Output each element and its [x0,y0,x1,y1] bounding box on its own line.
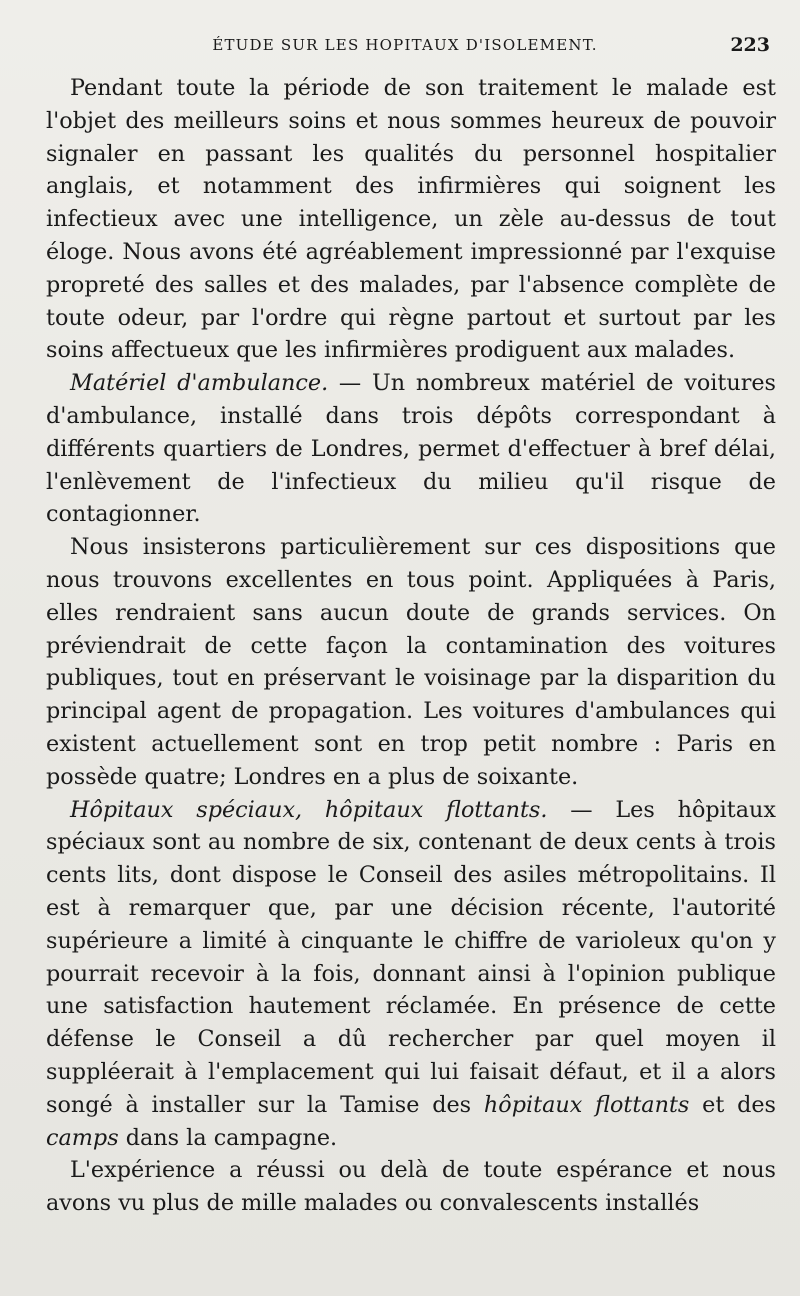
paragraph-text: Pendant toute la période de son traitement le malade est l'objet des meilleurs soins et nous sommes heureux de pouvoir signaler en passant les qualités du personnel hospitalier anglais, et notamment des infirmières qui soignent les infectieux avec une intelligence, un zèle au-dessus de tout éloge. Nous avons été agréablement impressionné par l'exquise propreté des salles et des malades, par l'absence complète de toute odeur, par l'ordre qui règne partout et surtout par les soins affectueux que les infirmières prodiguent aux malades. [46,75,776,364]
paragraph-text: Nous insisterons particulièrement sur ces dispositions que nous trouvons excellentes en tous point. Appliquées à Paris, elles rendraient sans aucun doute de grands services. On préviendrait de cette façon la contamination des voitures publiques, tout en préservant le voisinage par la disparition du principal agent de propagation. Les voitures d'ambulances qui existent actuellement sont en trop petit nombre : Paris en possède quatre; Londres en a plus de soixante. [46,534,776,790]
section-title-special-hospitals: Hôpitaux spéciaux, hôpitaux flottants. [70,796,548,823]
paragraph-text-end: dans la campagne. [118,1124,338,1151]
page-number: 223 [730,34,770,56]
paragraph-experience [46,1154,776,1220]
section-title-ambulance: Matériel d'ambulance. [70,370,329,397]
italic-term-camps: camps [46,1124,119,1151]
page-header [40,36,770,60]
paragraph-text: L'expérience a réussi ou delà de toute espérance et nous avons vu plus de mille malades ou convalescents installés [46,1157,776,1217]
paragraph-ambulance [46,367,776,531]
paragraph-treatment [46,72,776,367]
paragraph-dispositions [46,531,776,793]
running-title: ÉTUDE SUR LES HOPITAUX D'ISOLEMENT. [212,36,598,54]
body-text [46,72,776,1220]
paragraph-text: — Un nombreux matériel de voitures d'ambulance, installé dans trois dépôts correspondant à différents quartiers de Londres, permet d'effectuer à bref délai, l'enlèvement de l'infectieux du milieu qu'il risque de contagionner. [46,370,777,528]
paragraph-special-hospitals [46,794,776,1155]
paragraph-text-mid: et des [689,1091,776,1118]
italic-term-floating-hospitals: hôpitaux flottants [483,1091,690,1118]
paragraph-text: — Les hôpitaux spéciaux sont au nombre de six, contenant de deux cents à trois cents lits, dont dispose le Conseil des asiles métropolitains. Il est à remarquer que, par une décision récente, l'autorité supérieure a limité à cinquante le chiffre de varioleux qu'on y pourrait recevoir à la fois, donnant ainsi à l'opinion publique une satisfaction hautement réclamée. En présence de cette défense le Conseil a dû rechercher par quel moyen il suppléerait à l'emplacement qui lui faisait défaut, et il a alors songé à installer sur la Tamise des [46,796,776,1118]
